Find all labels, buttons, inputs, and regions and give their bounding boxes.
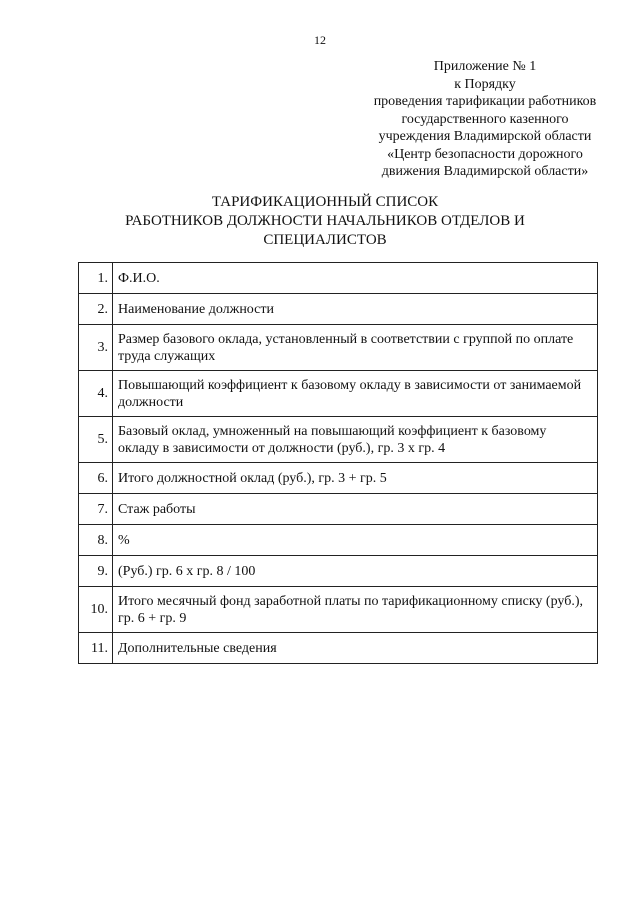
table-row [79,556,598,587]
row-number: 7. [79,494,113,525]
row-number: 10. [79,587,113,633]
row-number: 11. [79,633,113,664]
row-description: Размер базового оклада, установленный в соответствии с группой по оплате труда служащих [113,325,598,371]
table-row [79,371,598,417]
row-number: 4. [79,371,113,417]
table-row [79,325,598,371]
title-line: ТАРИФИКАЦИОННЫЙ СПИСОК [211,194,439,210]
title-line: РАБОТНИКОВ ДОЛЖНОСТИ НАЧАЛЬНИКОВ ОТДЕЛОВ И [125,213,525,229]
title-line: СПЕЦИАЛИСТОВ [263,232,387,248]
appendix-line: Приложение № 1 [433,59,537,74]
table-row [79,525,598,556]
row-number: 5. [79,417,113,463]
table-row [79,633,598,664]
table-row [79,587,598,633]
row-number: 3. [79,325,113,371]
appendix-line: движения Владимирской области» [381,164,589,179]
table-row [79,417,598,463]
row-description: Наименование должности [113,294,598,325]
row-description: % [113,525,598,556]
table-row [79,263,598,294]
row-number: 6. [79,463,113,494]
row-description: (Руб.) гр. 6 х гр. 8 / 100 [113,556,598,587]
table-row [79,294,598,325]
row-description: Итого месячный фонд заработной платы по тарификационному списку (руб.), гр. 6 + гр. 9 [113,587,598,633]
table-row [79,494,598,525]
row-number: 8. [79,525,113,556]
appendix-line: учреждения Владимирской области [378,129,592,144]
row-description: Итого должностной оклад (руб.), гр. 3 + гр. 5 [113,463,598,494]
appendix-line: к Порядку [454,76,516,92]
tariff-table [78,262,598,664]
row-description: Дополнительные сведения [113,633,598,664]
row-number: 2. [79,294,113,325]
appendix-line: государственного казенного [401,111,569,127]
row-description: Ф.И.О. [113,263,598,294]
row-number: 9. [79,556,113,587]
table-row [79,463,598,494]
appendix-reference [350,58,620,181]
row-number: 1. [79,263,113,294]
row-description: Повышающий коэффициент к базовому окладу в зависимости от занимаемой должности [113,371,598,417]
document-title [60,193,590,250]
row-description: Базовый оклад, умноженный на повышающий коэффициент к базовому окладу в зависимости от должности (руб.), гр. 3 х гр. 4 [113,417,598,463]
appendix-line: проведения тарификации работников [373,94,597,109]
appendix-line: «Центр безопасности дорожного [387,146,583,162]
page-number: 12 [314,33,326,47]
row-description: Стаж работы [113,494,598,525]
